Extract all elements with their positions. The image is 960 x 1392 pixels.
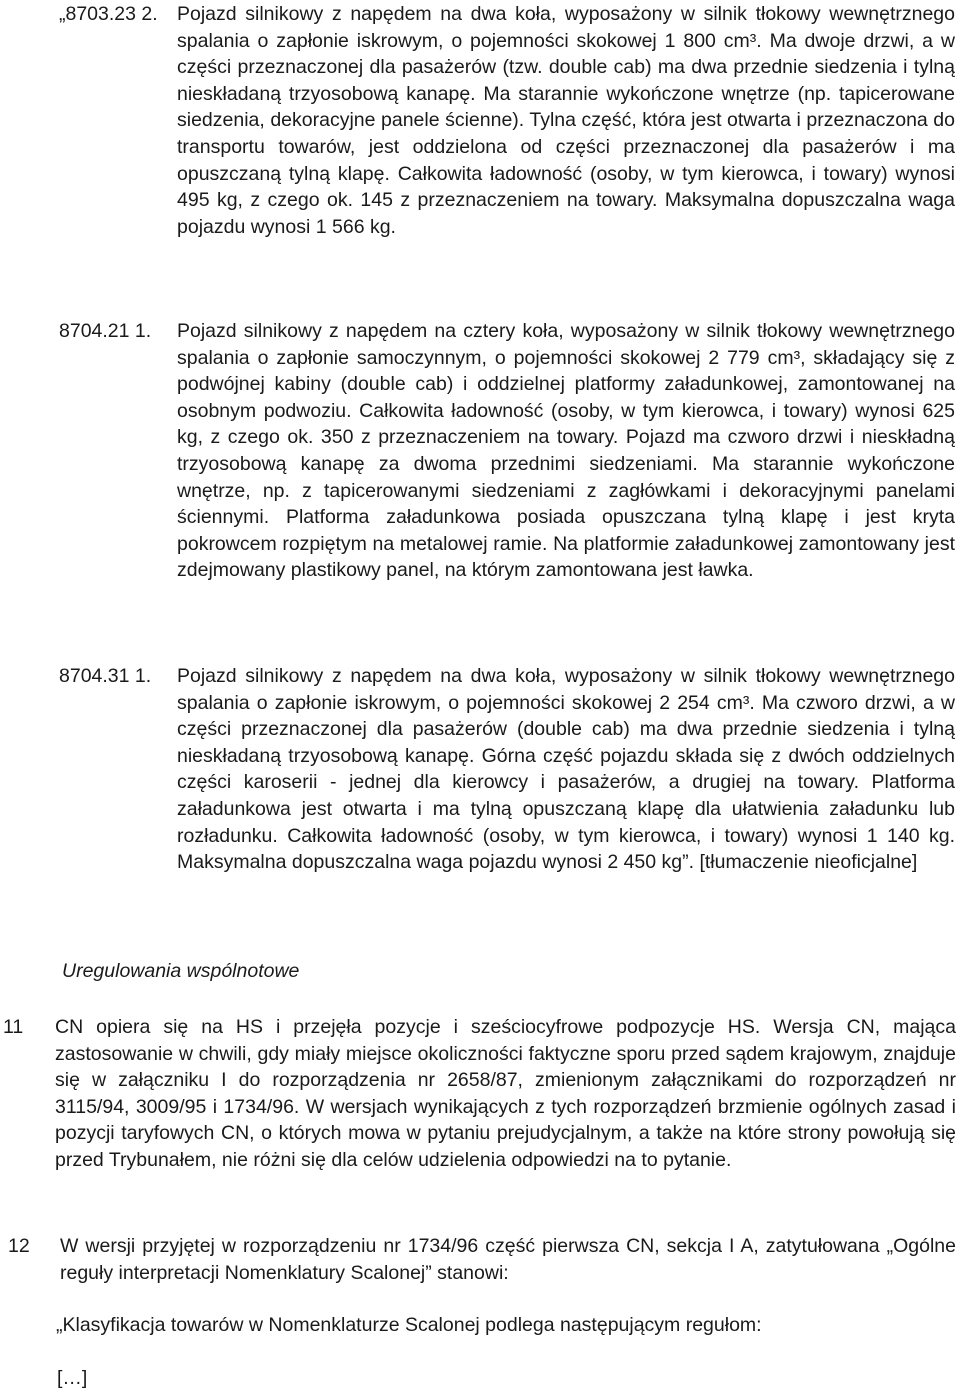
- entry-description: Pojazd silnikowy z napędem na cztery koła, wyposażony w silnik tłokowy wewnętrznego spalania o zapłonie samoczynnym, o pojemności skokowej 2 779 cm³, składający się z podwójnej kabiny (double cab) i oddzielnej platformy załadunkowej, zamontowanej na osobnym podwoziu. Całkowita ładowność (osoby, w tym kierowca, i towary) wynosi 625 kg, z czego ok. 350 z przeznaczeniem na towary. Pojazd ma czworo drzwi i nieskładną trzyosobową kanapę za dwoma przednimi siedzeniami. Ma starannie wykończone wnętrze, np. z tapicerowanymi siedzeniami z zagłówkami i dekoracyjnymi panelami ściennymi. Platforma załadunkowa posiada opuszczana tylną klapę i jest kryta pokrowcem rozpiętym na metalowej ramie. Na platformie załadunkowej zamontowany jest zdejmowany plastikowy panel, na którym zamontowana jest ławka.: [177, 320, 955, 582]
- quoted-text: „Klasyfikacja towarów w Nomenklaturze Scalonej podlega następującym regułom:: [56, 1314, 762, 1336]
- numbered-paragraph: [0, 1014, 956, 1174]
- classification-entry: [59, 663, 955, 876]
- section-heading: Uregulowania wspólnotowe: [62, 960, 300, 982]
- entry-code: 8704.31 1.: [59, 665, 152, 687]
- entry-description: Pojazd silnikowy z napędem na dwa koła, wyposażony w silnik tłokowy wewnętrznego spalania o zapłonie iskrowym, o pojemności skokowej 2 254 cm³. Ma czworo drzwi, a w części przeznaczonej dla pasażerów (double cab) ma dwa przednie siedzenia i tylną nieskładaną trzyosobową kanapę. Górna część pojazdu składa się z dwóch oddzielnych części karoserii - jednej dla kierowcy i pasażerów, a drugiej na towary. Platforma załadunkowa jest otwarta i ma tylną opuszczaną klapę dla ułatwienia załadunku lub rozładunku. Całkowita ładowność (osoby, w tym kierowca, i towary) wynosi 1 140 kg. Maksymalna dopuszczalna waga pojazdu wynosi 2 450 kg”. [tłumaczenie nieoficjalne]: [177, 665, 955, 874]
- paragraph-number: 12: [8, 1235, 30, 1257]
- entry-code: 8704.21 1.: [59, 320, 152, 342]
- entry-code: „8703.23 2.: [59, 3, 158, 25]
- entry-description: Pojazd silnikowy z napędem na dwa koła, wyposażony w silnik tłokowy wewnętrznego spalania o zapłonie iskrowym, o pojemności skokowej 1 800 cm³. Ma dwoje drzwi, a w części przeznaczonej dla pasażerów (tzw. double cab) ma dwa przednie siedzenia i tylną nieskładaną trzyosobową kanapę. Ma starannie wykończone wnętrze (np. tapicerowane siedzenia, dekoracyjne panele ścienne). Tylna część, która jest otwarta i przeznaczona do transportu towarów, jest oddzielona od części przeznaczonej dla pasażerów i ma opuszczaną tylną klapę. Całkowita ładowność (osoby, w tym kierowca, i towary) wynosi 495 kg, z czego ok. 145 z przeznaczeniem na towary. Maksymalna dopuszczalna waga pojazdu wynosi 1 566 kg.: [177, 3, 955, 238]
- omission-marker: […]: [57, 1367, 88, 1389]
- classification-entry: [59, 1, 955, 240]
- paragraph-text: CN opiera się na HS i przejęła pozycje i sześciocyfrowe podpozycje HS. Wersja CN, mająca zastosowanie w chwili, gdy miały miejsce okoliczności faktyczne sporu przed sądem krajowym, znajduje się w załączniku I do rozporządzenia nr 2658/87, zmienionym załącznikami do rozporządzeń nr 3115/94, 3009/95 i 1734/96. W wersjach wynikających z tych rozporządzeń brzmienie ogólnych zasad i pozycji taryfowych CN, o których mowa w pytaniu prejudycjalnym, a także na które strony powołują się przed Trybunałem, nie różni się dla celów udzielenia odpowiedzi na to pytanie.: [55, 1016, 956, 1171]
- paragraph-number: 11: [3, 1016, 24, 1038]
- classification-entry: [59, 318, 955, 584]
- paragraph-text: W wersji przyjętej w rozporządzeniu nr 1734/96 część pierwsza CN, sekcja I A, zatytułowana „Ogólne reguły interpretacji Nomenklatury Scalonej” stanowi:: [60, 1235, 956, 1284]
- numbered-paragraph: [0, 1233, 956, 1286]
